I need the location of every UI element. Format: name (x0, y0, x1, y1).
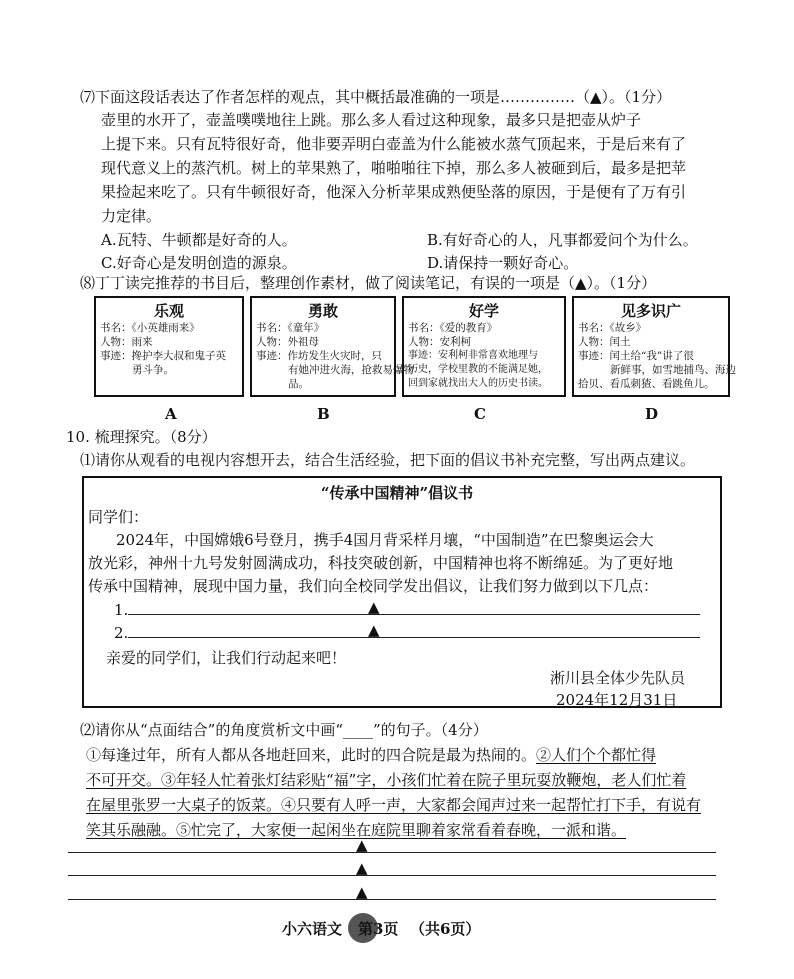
q7-stem: ⑺下面这段话表达了作者怎样的观点，其中概括最准确的一项是……………（▲）。（1分） (80, 88, 672, 106)
footer-subject: 小六语文 (282, 920, 343, 938)
note-card-a (94, 296, 244, 397)
passage-line-1 (86, 745, 656, 765)
proposal-signature: 淅川县全体少先队员 (550, 669, 686, 687)
card-person: 人物：闰土 (578, 336, 631, 348)
passage-underlined: 不可开交。 (86, 771, 162, 789)
q7-option-a: A.瓦特、牛顿都是好奇的人。 (101, 231, 297, 249)
proposal-greeting: 同学们： (88, 508, 149, 526)
proposal-title: “传承中国精神”倡议书 (320, 484, 474, 502)
q8-stem: ⑻丁丁读完推荐的书目后，整理创作素材，做了阅读笔记，有误的一项是（▲）。（1分） (80, 274, 657, 292)
note-card-b (250, 296, 414, 397)
answer-mark-icon: ▲ (356, 836, 368, 854)
answer-mark-icon: ▲ (356, 859, 368, 877)
card-person: 人物：安利柯 (408, 336, 471, 348)
passage-underlined: 在屋里张罗一大桌子的饭菜。④只要有人呼一声，大家都会闻声过来一起帮忙打下手，有说有 (86, 796, 702, 814)
card-title: 见多识广 (620, 302, 681, 320)
passage-plain: ①每逢过年，所有人都从各地赶回来，此时的四合院是最为热闹的。 (86, 746, 537, 764)
answer-line-1[interactable] (128, 614, 700, 615)
card-book: 书名：《故乡》 (578, 322, 647, 334)
answer-line-4[interactable] (68, 875, 716, 876)
card-deed: 勇斗争。 (132, 364, 174, 376)
passage-line-3 (86, 795, 701, 815)
q7-passage-line: 壶里的水开了，壶盖噗噗地往上跳。那么多人看过这种现象，最多只是把壶从炉子 (101, 111, 642, 129)
card-deed: 拾贝、看瓜刺猹、看跳鱼儿。 (578, 378, 715, 390)
q7-passage-line: 现代意义上的蒸汽机。树上的苹果熟了，啪啪啪往下掉，那么多人被砸到后，最多是把苹 (101, 159, 687, 177)
card-deed: 事迹：闰土给“我”讲了很 (578, 350, 694, 362)
q7-option-c: C.好奇心是发明创造的源泉。 (101, 254, 297, 272)
q10-heading: 10. 梳理探究。（8分） (66, 428, 217, 446)
proposal-date: 2024年12月31日 (556, 691, 678, 709)
card-deed: 事迹：搀护李大叔和鬼子英 (100, 350, 226, 362)
proposal-body-line: 传承中国精神，展现中国力量，我们向全校同学发出倡议，让我们努力做到以下几点： (88, 577, 659, 595)
footer-total: （共6页） (410, 920, 481, 938)
passage-underlined: ②人们个个都忙得 (536, 746, 657, 764)
card-person: 人物：外祖母 (256, 336, 319, 348)
q10-part2-stem: ⑵请你从“点面结合”的角度赏析文中画“____”的句子。（4分） (80, 721, 488, 739)
card-label-c: C (474, 405, 486, 423)
note-card-c (402, 296, 566, 397)
card-deed: 品。 (288, 378, 309, 390)
answer-mark-icon: ▲ (368, 598, 380, 616)
q7-passage-line: 果捡起来吃了。只有牛顿很好奇，他深入分析苹果成熟便坠落的原因，于是便有了万有引 (101, 183, 687, 201)
card-book: 书名：《小英雄雨来》 (100, 322, 200, 334)
card-title: 好学 (468, 302, 499, 320)
card-title: 勇敢 (307, 302, 338, 320)
q10-part1-stem: ⑴请你从观看的电视内容想开去，结合生活经验，把下面的倡议书补充完整，写出两点建议。 (80, 451, 696, 469)
card-deed: 事迹：作坊发生火灾时，只 (256, 350, 382, 362)
passage-underlined: ③年轻人忙着张灯结彩贴“福”字，小孩们忙着在院子里玩耍放鞭炮，老人们忙着 (161, 771, 687, 789)
card-deed: 事迹：安利柯非常喜欢地理与 (408, 350, 538, 361)
card-label-a: A (165, 405, 177, 423)
answer-mark-icon: ▲ (356, 883, 368, 901)
proposal-closing: 亲爱的同学们，让我们行动起来吧！ (106, 649, 347, 667)
card-book: 书名：《爱的教育》 (408, 322, 498, 334)
card-label-b: B (317, 405, 330, 423)
q7-passage-line: 上提下来。只有瓦特很好奇，他非要弄明白壶盖为什么能被水蒸气顶起来，于是后来有了 (101, 135, 687, 153)
note-card-d (572, 296, 736, 397)
answer-line-5[interactable] (68, 899, 716, 900)
passage-line-2 (86, 770, 686, 790)
answer-line-2[interactable] (128, 637, 700, 638)
card-title: 乐观 (153, 302, 184, 320)
proposal-body-line: 放光彩，神州十九号发射圆满成功，科技突破创新，中国精神也将不断绵延。为了更好地 (88, 554, 674, 572)
proposal-item-1: 1. (114, 601, 129, 619)
card-book: 书名：《童年》 (256, 322, 325, 334)
card-deed: 有她冲进火海，抢救易爆物 (288, 364, 414, 376)
q7-option-d: D.请保持一颗好奇心。 (427, 254, 579, 272)
card-deed: 新鲜事，如雪地捕鸟、海边 (610, 364, 736, 376)
card-deed: 回到家就找出大人的历史书读。 (408, 378, 548, 389)
passage-underlined: 笑其乐融融。⑤忙完了，大家便一起闲坐在庭院里聊着家常看着春晚，一派和谐。 (86, 821, 627, 839)
q7-passage-line: 力定律。 (101, 207, 162, 225)
proposal-body-line: 2024年，中国嫦娥6号登月，携手4国月背采样月壤，“中国制造”在巴黎奥运会大 (116, 531, 654, 549)
footer-page: 第3页 (358, 920, 399, 938)
card-person: 人物：雨来 (100, 336, 153, 348)
card-deed: 历史，学校里教的不能满足她， (408, 364, 548, 375)
answer-mark-icon: ▲ (368, 621, 380, 639)
answer-line-3[interactable] (68, 852, 716, 853)
proposal-item-2: 2. (114, 624, 129, 642)
card-label-d: D (645, 405, 659, 423)
q7-option-b: B.有好奇心的人，凡事都爱问个为什么。 (427, 231, 698, 249)
